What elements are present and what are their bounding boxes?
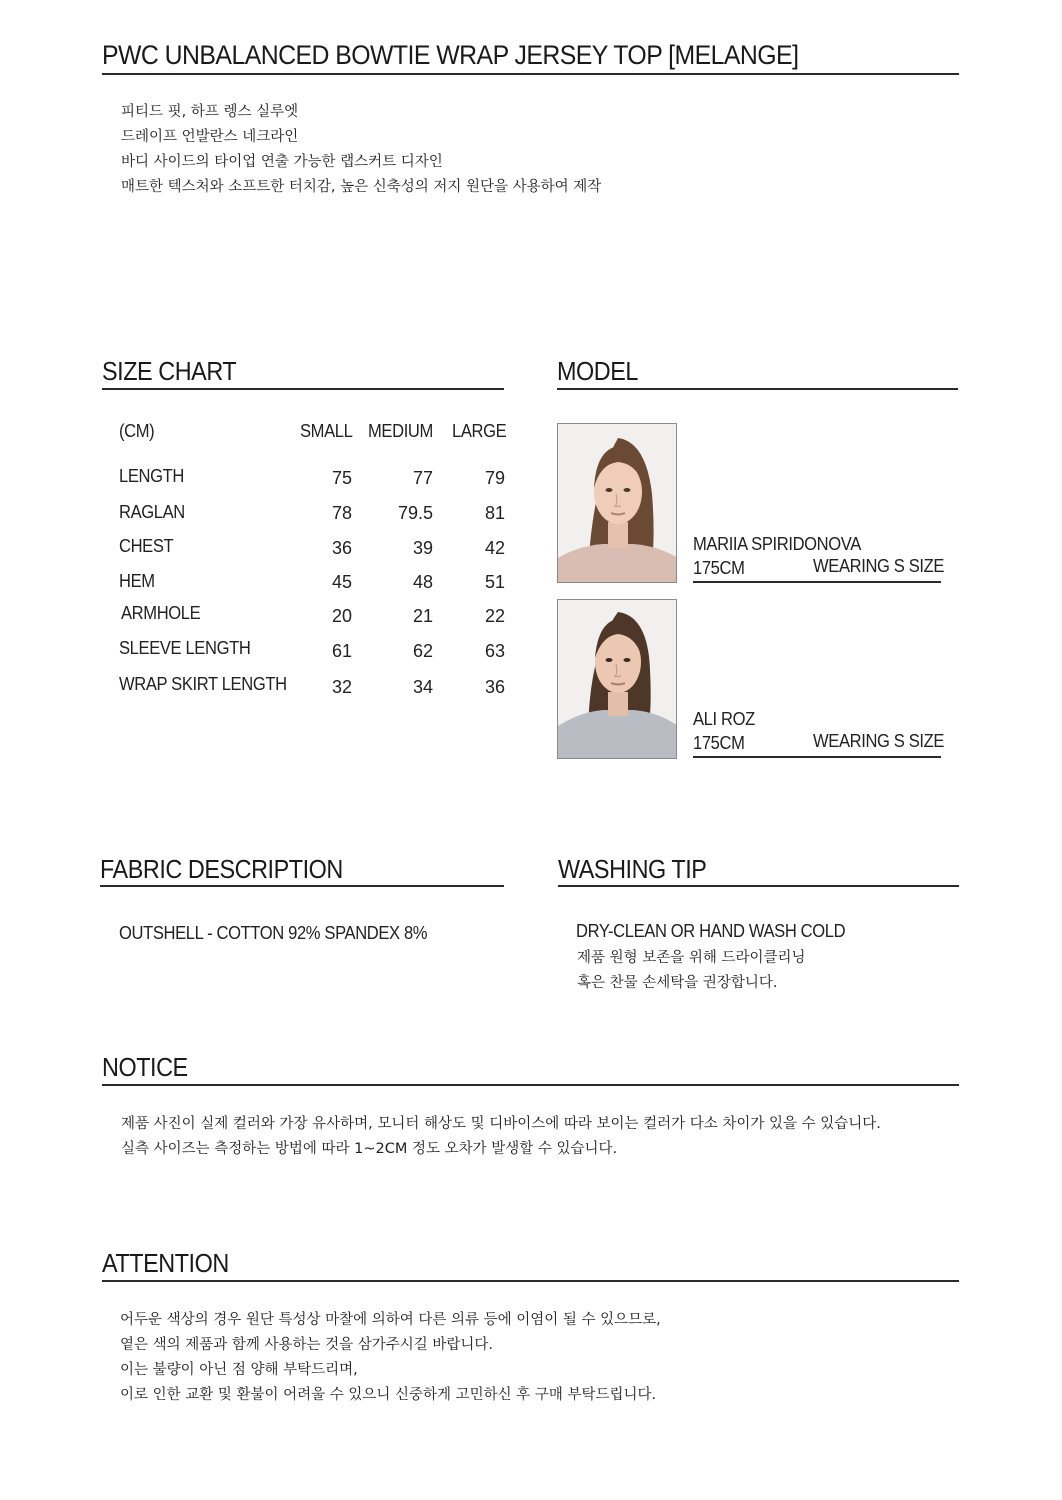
cell-small: 20: [331, 606, 352, 626]
model-photo-1: [557, 423, 677, 583]
row-label: CHEST: [119, 536, 174, 556]
model-rule-2: [693, 756, 941, 758]
cell-large: 79: [484, 468, 505, 488]
attention-line: 이는 불량이 아닌 점 양해 부탁드리며,: [120, 1362, 358, 1378]
row-label: ARMHOLE: [121, 603, 201, 623]
row-label: SLEEVE LENGTH: [119, 638, 251, 658]
model-wearing-size: WEARING S SIZE: [813, 731, 945, 751]
unit-label: (CM): [119, 421, 155, 441]
cell-large: 42: [484, 538, 505, 558]
washing-heading: WASHING TIP: [558, 854, 707, 884]
cell-large: 81: [484, 503, 505, 523]
cell-small: 45: [331, 572, 352, 592]
cell-large: 22: [484, 606, 505, 626]
cell-medium: 48: [412, 572, 433, 592]
attention-line: 이로 인한 교환 및 환불이 어려울 수 있으니 신중하게 고민하신 후 구매 부탁드립니다.: [120, 1387, 657, 1403]
page-title: PWC UNBALANCED BOWTIE WRAP JERSEY TOP [MELANGE]: [102, 40, 799, 70]
cell-small: 36: [331, 538, 352, 558]
cell-medium: 39: [412, 538, 433, 558]
column-header-large: LARGE: [452, 421, 507, 441]
attention-block: [120, 1308, 661, 1408]
model-name: MARIIA SPIRIDONOVA: [693, 534, 861, 554]
washing-ko-block: [577, 946, 806, 996]
model-height: 175CM: [693, 558, 745, 578]
row-label: RAGLAN: [119, 502, 185, 522]
model-name: ALI ROZ: [693, 709, 755, 729]
row-label: HEM: [119, 571, 155, 591]
column-header-medium: MEDIUM: [368, 421, 433, 441]
cell-small: 61: [331, 641, 352, 661]
cell-large: 36: [484, 677, 505, 697]
intro-line: 드레이프 언발란스 네크라인: [121, 129, 299, 145]
cell-medium: 34: [412, 677, 433, 697]
washing-ko-line: 제품 원형 보존을 위해 드라이클리닝: [577, 950, 806, 966]
model-wearing-size: WEARING S SIZE: [813, 556, 945, 576]
washing-rule: [558, 885, 959, 887]
size-chart-heading: SIZE CHART: [102, 356, 237, 386]
cell-small: 75: [331, 468, 352, 488]
intro-line: 매트한 텍스처와 소프트한 터치감, 높은 신축성의 저지 원단을 사용하여 제작: [121, 179, 602, 195]
size-chart-rule: [102, 388, 504, 390]
notice-block: [121, 1112, 881, 1162]
model-portrait-icon: [558, 600, 677, 759]
intro-line: 피티드 핏, 하프 렝스 실루엣: [121, 104, 299, 120]
attention-rule: [102, 1280, 959, 1282]
model-rule-1: [693, 581, 941, 583]
attention-line: 옅은 색의 제품과 함께 사용하는 것을 삼가주시길 바랍니다.: [120, 1337, 494, 1353]
model-rule: [557, 388, 958, 390]
fabric-heading: FABRIC DESCRIPTION: [100, 854, 343, 884]
fabric-rule: [100, 885, 504, 887]
intro-line: 바디 사이드의 타이업 연출 가능한 랩스커트 디자인: [121, 154, 443, 170]
cell-medium: 77: [412, 468, 433, 488]
washing-ko-line: 혹은 찬물 손세탁을 권장합니다.: [577, 975, 778, 991]
model-photo-2: [557, 599, 677, 759]
model-height: 175CM: [693, 733, 745, 753]
notice-line: 제품 사진이 실제 컬러와 가장 유사하며, 모니터 해상도 및 디바이스에 따라 보이는 컬러가 다소 차이가 있을 수 있습니다.: [121, 1116, 881, 1132]
cell-small: 78: [331, 503, 352, 523]
washing-text: DRY-CLEAN OR HAND WASH COLD: [576, 921, 846, 941]
attention-line: 어두운 색상의 경우 원단 특성상 마찰에 의하여 다른 의류 등에 이염이 될 수 있으므로,: [120, 1312, 661, 1328]
attention-heading: ATTENTION: [102, 1248, 229, 1278]
cell-large: 51: [484, 572, 505, 592]
column-header-small: SMALL: [300, 421, 353, 441]
model-heading: MODEL: [557, 356, 638, 386]
cell-large: 63: [484, 641, 505, 661]
notice-heading: NOTICE: [102, 1052, 188, 1082]
intro-block: [121, 100, 601, 200]
cell-medium: 21: [412, 606, 433, 626]
model-portrait-icon: [558, 424, 677, 583]
notice-rule: [102, 1084, 959, 1086]
cell-medium: 62: [412, 641, 433, 661]
title-rule: [102, 73, 959, 75]
row-label: WRAP SKIRT LENGTH: [119, 674, 287, 694]
fabric-text: OUTSHELL - COTTON 92% SPANDEX 8%: [119, 923, 428, 943]
row-label: LENGTH: [119, 466, 184, 486]
notice-line: 실측 사이즈는 측정하는 방법에 따라 1~2CM 정도 오차가 발생할 수 있습니다.: [121, 1141, 618, 1157]
cell-small: 32: [331, 677, 352, 697]
cell-medium: 79.5: [397, 503, 433, 523]
